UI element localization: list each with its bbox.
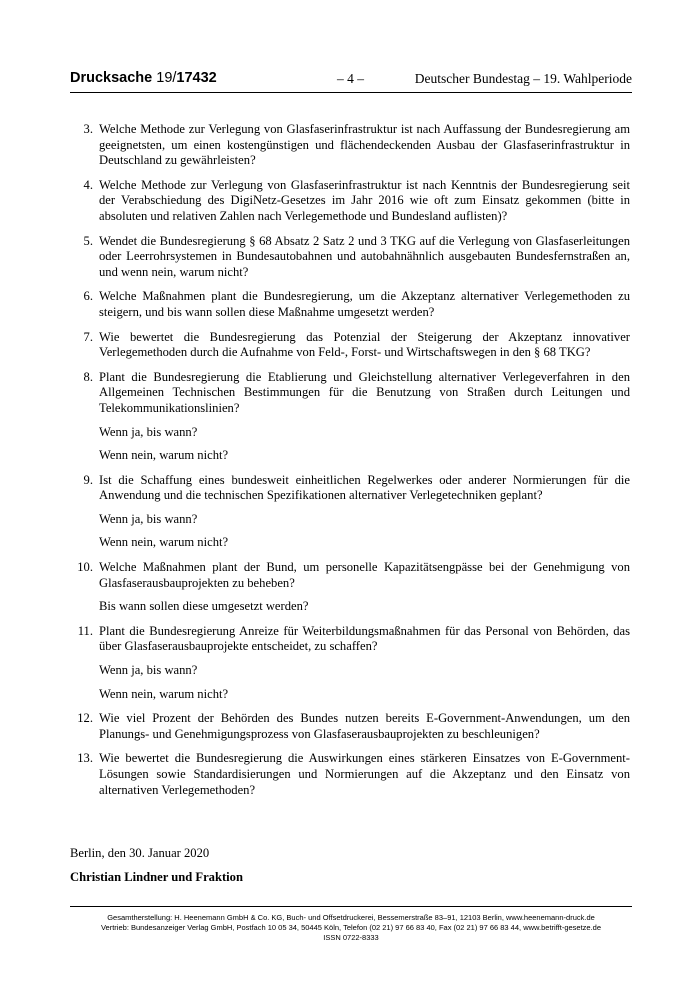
question-item: [70, 560, 630, 615]
question-item: [70, 234, 630, 281]
question-item: [70, 330, 630, 361]
question-text: Welche Maßnahmen plant die Bundesregierung, um die Akzeptanz alternativer Verlegemethoden zu steigern, und bis wann sollen diese Maßnahme umgesetzt werden?: [99, 289, 630, 319]
question-number: 9.: [83, 472, 93, 487]
question-number: 5.: [83, 233, 93, 248]
page-header: [70, 70, 632, 90]
signature: Christian Lindner und Fraktion: [70, 870, 243, 884]
question-number: 7.: [83, 329, 93, 344]
question-number: 10.: [77, 560, 93, 575]
question-item: [70, 370, 630, 464]
question-list: [70, 122, 630, 807]
question-text: Wie bewertet die Bundesregierung das Potenzial der Steigerung der Akzeptanz innovativer Verlegemethoden durch die Aufnahme von Feld-, Forst- und Wirtschaftswegen in den § 68 TKG?: [99, 329, 630, 360]
question-text: Welche Methode zur Verlegung von Glasfaserinfrastruktur ist nach Kenntnis der Bundesregierung seit der Verabschiedung des DigiNetz-Gesetzes im Jahr 2016 wie oft zum Einsatz gekommen (bitte in absoluten und relativen Zahlen nach Verlegemethode und Bundesland auflisten)?: [99, 177, 630, 223]
question-text: Wendet die Bundesregierung § 68 Absatz 2 Satz 2 und 3 TKG auf die Verlegung von Glasfaserleitungen oder Leerrohrsystemen in Bundesautobahnen und autobahnähnlich ausgebauten Bundesfernstraßen an, und wenn nein, warum nicht?: [99, 233, 630, 279]
footer-issn: ISSN 0722-8333: [323, 933, 379, 942]
question-number: 6.: [83, 289, 93, 304]
question-item: [70, 473, 630, 551]
document-number: [70, 70, 217, 86]
question-text: Welche Maßnahmen plant der Bund, um personelle Kapazitätsengpässe bei der Genehmigung von Glasfaserausbauprojekten zu beheben?: [99, 560, 630, 590]
question-item: [70, 751, 630, 798]
question-number: 4.: [83, 177, 93, 192]
question-item: [70, 624, 630, 702]
question-text: Wie bewertet die Bundesregierung die Auswirkungen eines stärkeren Einsatzes von E-Government-Lösungen sowie Standardisierungen und Normierungen auf die Akzeptanz und den Einsatz von alternativen Verlegemethoden?: [99, 751, 630, 797]
question-number: 8.: [83, 369, 93, 384]
page-number: – 4 –: [337, 71, 364, 86]
question-item: [70, 122, 630, 169]
question-text: Plant die Bundesregierung Anreize für Weiterbildungsmaßnahmen für das Personal von Behörden, das über Glasfaserausbauprojekte entscheidet, zu schaffen?: [99, 623, 630, 654]
parliament-label: Deutscher Bundestag – 19. Wahlperiode: [414, 71, 632, 86]
doc-label: Drucksache: [70, 70, 157, 86]
question-text: Welche Methode zur Verlegung von Glasfaserinfrastruktur ist nach Auffassung der Bundesregierung am geeignetsten, um einen kostengünstigen und flächendeckenden Ausbau der Glasfaserinfrastruktur in Deutschland zu gewährleisten?: [99, 122, 630, 168]
follow-up-if-yes: Wenn ja, bis wann?: [99, 663, 198, 678]
question-text: Plant die Bundesregierung die Etablierung und Gleichstellung alternativer Verlegeverfahren in den Allgemeinen Technischen Bestimmungen für die Benutzung von Straßen durch Leitungen und Telekommunikationslinien?: [99, 369, 630, 415]
follow-up-if-no: Wenn nein, warum nicht?: [99, 686, 229, 701]
page-footer: [70, 913, 632, 943]
question-text: Wie viel Prozent der Behörden des Bundes nutzen bereits E-Government-Anwendungen, um den Planungs- und Genehmigungsprozess von Glasfaserausbauprojekten zu beschleunigen?: [99, 711, 630, 741]
question-item: [70, 289, 630, 320]
question-number: 12.: [77, 711, 93, 726]
question-number: 3.: [83, 122, 93, 136]
place-date: Berlin, den 30. Januar 2020: [70, 846, 210, 860]
footer-distribution-line: Vertrieb: Bundesanzeiger Verlag GmbH, Postfach 10 05 34, 50445 Köln, Telefon (02 21) 97 66 83 40, Fax (02 21) 97 66 83 44, www.betrifft-gesetze.de: [100, 923, 602, 932]
follow-up-deadline: Bis wann sollen diese umgesetzt werden?: [99, 599, 309, 614]
footer-printer-line: Gesamtherstellung: H. Heenemann GmbH & Co. KG, Buch- und Offsetdruckerei, Bessemerstraße 83–91, 12103 Berlin, www.heenemann-druck.de: [107, 913, 595, 922]
question-number: 11.: [77, 623, 93, 638]
question-text: Ist die Schaffung eines bundesweit einheitlichen Regelwerkes oder anderer Normierungen für die Anwendung und die technischen Spezifikationen alternativer Verlegetechniken geplant?: [99, 472, 630, 503]
doc-number-suffix: 17432: [176, 70, 217, 86]
follow-up-if-yes: Wenn ja, bis wann?: [99, 424, 198, 439]
footer-rule: [70, 906, 632, 907]
doc-number-prefix: 19/: [156, 70, 177, 86]
follow-up-if-no: Wenn nein, warum nicht?: [99, 448, 229, 463]
question-number: 13.: [77, 751, 93, 766]
header-rule: [70, 92, 632, 93]
follow-up-if-yes: Wenn ja, bis wann?: [99, 511, 198, 526]
follow-up-if-no: Wenn nein, warum nicht?: [99, 535, 229, 550]
question-item: [70, 178, 630, 225]
question-item: [70, 711, 630, 742]
